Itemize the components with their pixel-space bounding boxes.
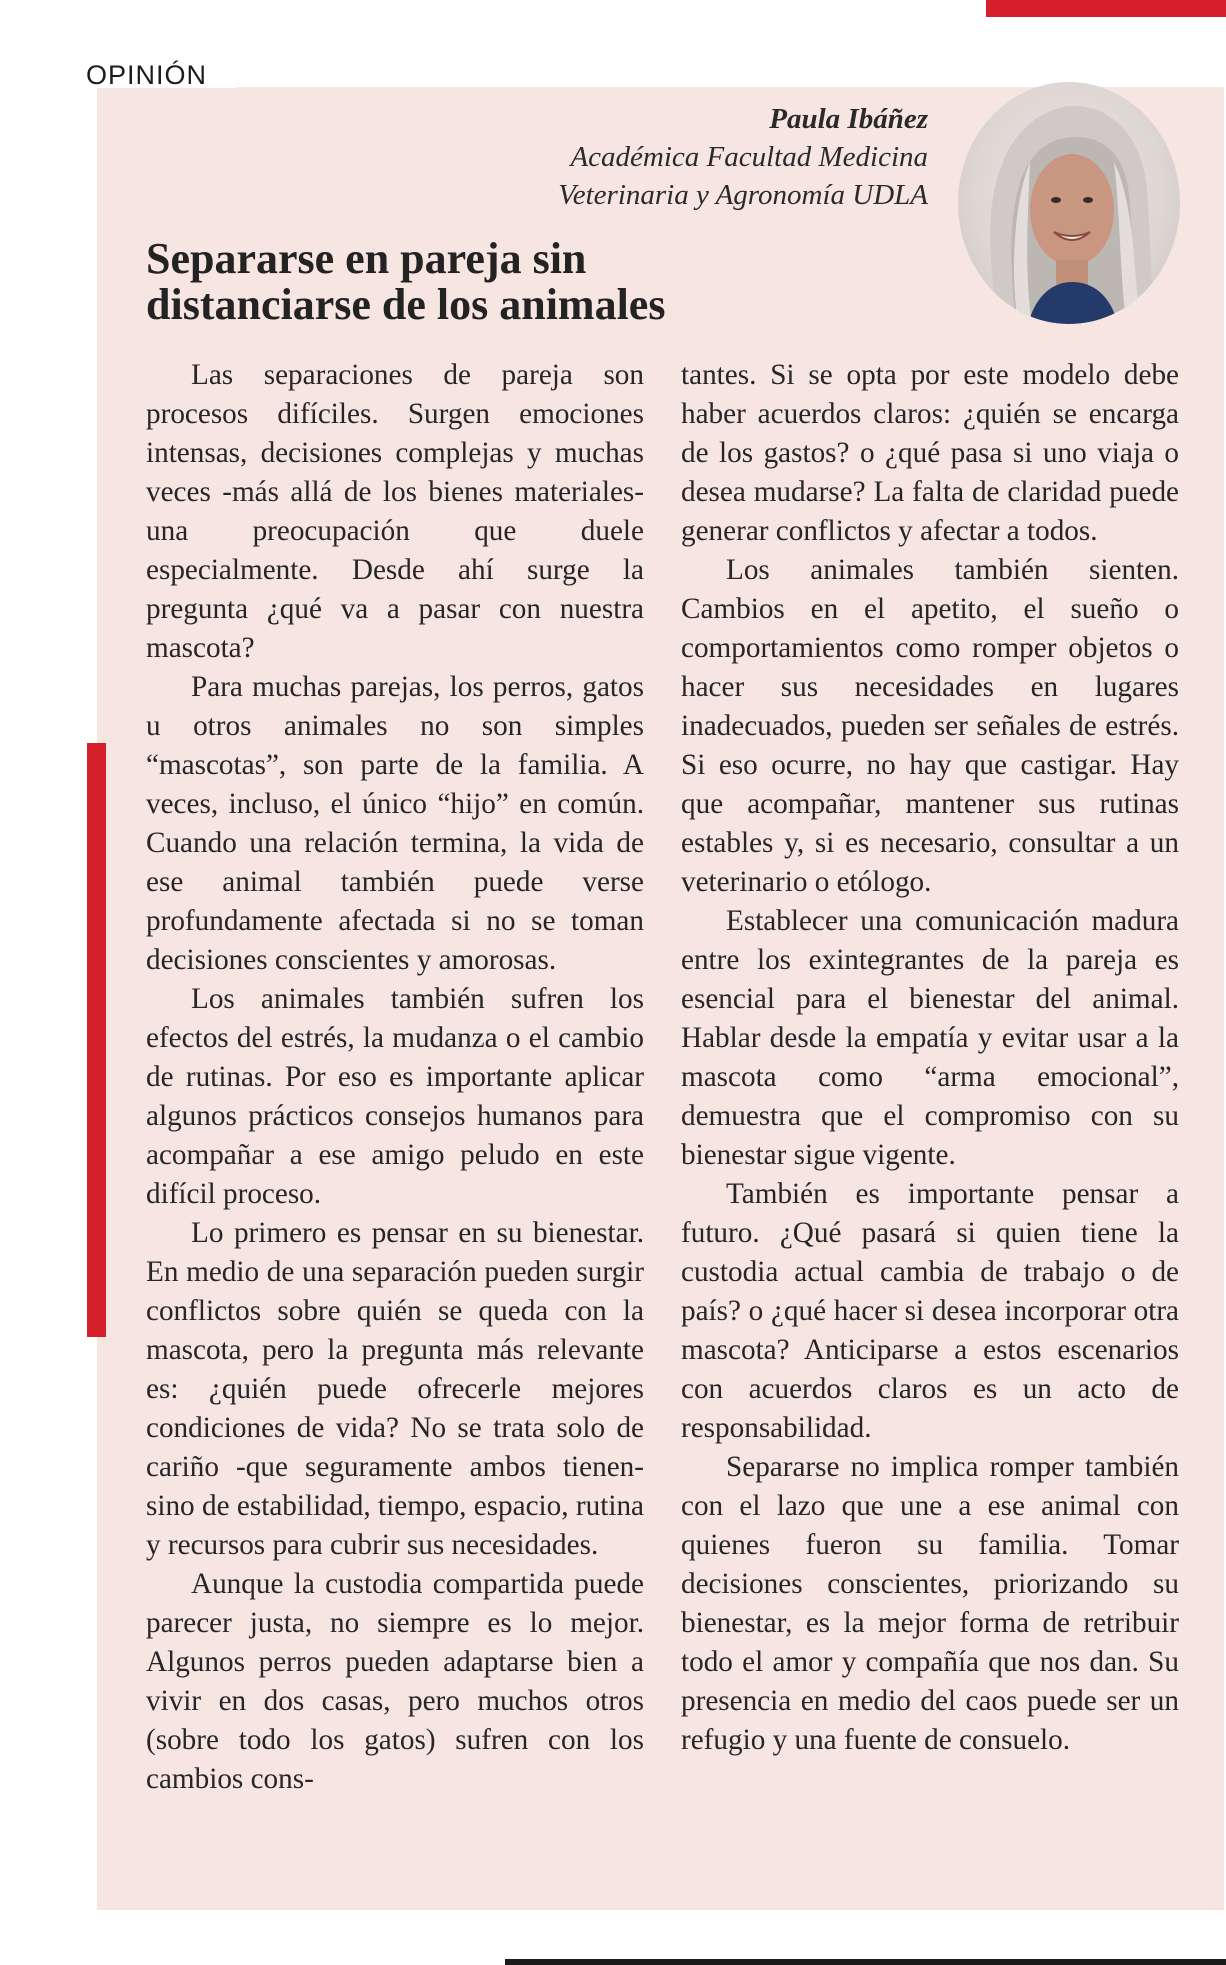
left-paragraph-1: Las separaciones de pareja son procesos difíciles. Surgen emociones intensas, decisiones complejas y muchas veces -más allá de los bienes materiales- una preocupación que duele especialmente. Desde ahí surge la pregunta ¿qué va a pasar con nuestra mascota? xyxy=(146,359,644,664)
side-accent-bar xyxy=(87,743,106,1337)
author-block xyxy=(558,100,928,214)
section-tab-slant xyxy=(232,54,266,88)
right-paragraph-2: Los animales también sienten. Cambios en el apetito, el sueño o comportamientos como romper objetos o hacer sus necesidades en lugares inadecuados, pueden ser señales de estrés. Si eso ocurre, no hay que castigar. Hay que acompañar, mantener sus rutinas estables y, si es necesario, consultar a un veterinario o etólogo. xyxy=(681,554,1179,898)
left-paragraph-3: Los animales también sufren los efectos del estrés, la mudanza o el cambio de rutinas. Por eso es importante aplicar algunos prácticos consejos humanos para acompañar a ese amigo peludo en este difícil proceso. xyxy=(146,983,644,1210)
author-photo xyxy=(958,82,1180,324)
author-portrait-illustration xyxy=(958,82,1180,324)
top-accent-bar xyxy=(986,0,1226,17)
right-paragraph-3: Establecer una comunicación madura entre los exintegrantes de la pareja es esencial para el bienestar del animal. Hablar desde la empatía y evitar usar a la mascota como “arma emocional”, demuestra que el compromiso con su bienestar sigue vigente. xyxy=(681,905,1179,1171)
left-column xyxy=(146,356,644,1799)
author-role-line-2: Veterinaria y Agronomía UDLA xyxy=(558,179,928,211)
section-label: OPINIÓN xyxy=(86,60,208,90)
headline: Separarse en pareja sin distanciarse de los animales xyxy=(146,234,666,329)
left-paragraph-4: Lo primero es pensar en su bienestar. En medio de una separación pueden surgir conflictos sobre quién se queda con la mascota, pero la pregunta más relevante es: ¿quién puede ofrecerle mejores condiciones de vida? No se trata solo de cariño -que seguramente ambos tienen- sino de estabilidad, tiempo, espacio, rutina y recursos para cubrir sus necesidades. xyxy=(146,1217,644,1561)
right-paragraph-5: Separarse no implica romper también con el lazo que une a ese animal con quienes fueron su familia. Tomar decisiones conscientes, priorizando su bienestar, es la mejor forma de retribuir todo el amor y compañía que nos dan. Su presencia en medio del caos puede ser un refugio y una fuente de consuelo. xyxy=(681,1451,1179,1756)
right-paragraph-1: tantes. Si se opta por este modelo debe haber acuerdos claros: ¿quién se encarga de los gastos? o ¿qué pasa si uno viaja o desea mudarse? La falta de claridad puede generar conflictos y afectar a todos. xyxy=(681,359,1179,547)
author-role-line-1: Académica Facultad Medicina xyxy=(570,141,928,173)
left-paragraph-2: Para muchas parejas, los perros, gatos u otros animales no son simples “mascotas”, son parte de la familia. A veces, incluso, el único “hijo” en común. Cuando una relación termina, la vida de ese animal también puede verse profundamente afectada si no se toman decisiones conscientes y amorosas. xyxy=(146,671,644,976)
bottom-rule xyxy=(505,1959,1226,1965)
left-paragraph-5: Aunque la custodia compartida puede parecer justa, no siempre es lo mejor. Algunos perros pueden adaptarse bien a vivir en dos casas, pero muchos otros (sobre todo los gatos) sufren con los cambios cons- xyxy=(146,1568,644,1795)
author-name: Paula Ibáñez xyxy=(769,103,928,135)
right-paragraph-4: También es importante pensar a futuro. ¿Qué pasará si quien tiene la custodia actual cambia de trabajo o de país? o ¿qué hacer si desea incorporar otra mascota? Anticiparse a estos escenarios con acuerdos claros es un acto de responsabilidad. xyxy=(681,1178,1179,1444)
right-column xyxy=(681,356,1179,1760)
